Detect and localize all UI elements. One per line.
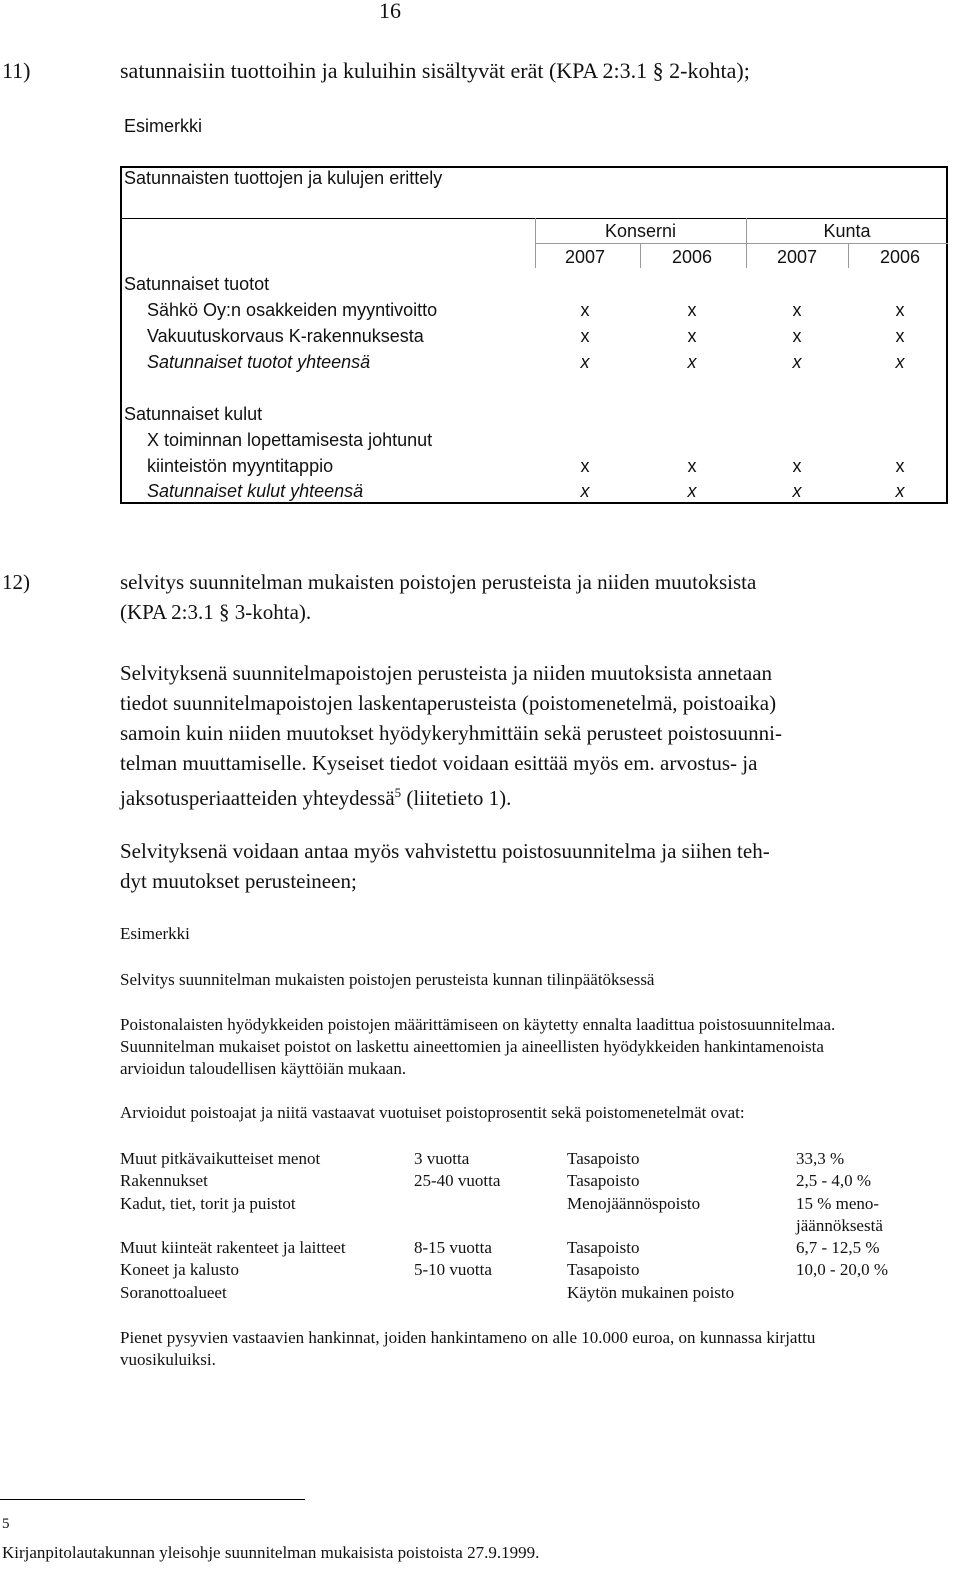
example-paragraph-3 bbox=[120, 1327, 815, 1371]
paragraph-text: (liitetieto 1). bbox=[401, 786, 512, 810]
row-label-line1: X toiminnan lopettamisesta johtunut bbox=[147, 430, 433, 450]
method-cell: Menojäännöspoisto bbox=[567, 1193, 701, 1213]
extraordinary-items-table bbox=[120, 166, 948, 504]
rate-cell: 33,3 % bbox=[796, 1149, 845, 1168]
row-label: kiinteistön myyntitappio bbox=[147, 456, 334, 476]
table-title-divider bbox=[122, 218, 946, 219]
cell-value: x bbox=[792, 352, 802, 372]
cell-value: x bbox=[687, 300, 697, 320]
paragraph-line: Selvityksenä suunnitelmapoistojen perusteista ja niiden muutoksista annetaan bbox=[120, 661, 773, 685]
cell-value: x bbox=[580, 456, 590, 476]
method-cell: Tasapoisto bbox=[567, 1171, 640, 1191]
section-11-title: satunnaisiin tuottoihin ja kuluihin sisältyvät erät (KPA 2:3.1 § 2-kohta); bbox=[120, 58, 750, 83]
paragraph-line: dyt muutokset perusteineen; bbox=[120, 869, 357, 893]
cell-value: x bbox=[895, 326, 905, 346]
paragraph-line: vuosikuluiksi. bbox=[120, 1350, 216, 1369]
cell-value: x bbox=[792, 326, 802, 346]
paragraph-line: Suunnitelman mukaiset poistot on laskettu aineettomien ja aineellisten hyödykkeiden hankintamenoista bbox=[120, 1037, 824, 1056]
section-12-title-line1: selvitys suunnitelman mukaisten poistojen perusteista ja niiden muutoksista bbox=[120, 570, 757, 594]
cell-value: x bbox=[580, 300, 590, 320]
cell-value: x bbox=[687, 352, 697, 372]
paragraph-line: Pienet pysyvien vastaavien hankinnat, joiden hankintameno on alle 10.000 euroa, on kunnassa kirjattu bbox=[120, 1328, 816, 1347]
income-heading: Satunnaiset tuotot bbox=[124, 274, 270, 294]
asset-cell: Kadut, tiet, torit ja puistot bbox=[120, 1193, 296, 1213]
asset-cell: Soranottoalueet bbox=[120, 1282, 227, 1302]
table-title: Satunnaisten tuottojen ja kulujen erittely bbox=[124, 168, 443, 188]
grid-line bbox=[535, 243, 948, 244]
footnote-ref: 5 bbox=[394, 785, 402, 800]
asset-cell: Rakennukset bbox=[120, 1171, 208, 1191]
time-cell: 5-10 vuotta bbox=[414, 1260, 492, 1280]
cell-value: x bbox=[687, 481, 697, 501]
example-title: Selvitys suunnitelman mukaisten poistojen perusteista kunnan tilinpäätöksessä bbox=[120, 970, 655, 989]
cell-value: x bbox=[895, 456, 905, 476]
grid-line bbox=[848, 244, 849, 268]
year-header: 2007 bbox=[564, 247, 606, 267]
example-label: Esimerkki bbox=[120, 924, 190, 943]
example-label: Esimerkki bbox=[124, 116, 203, 136]
footnote-divider bbox=[0, 1499, 305, 1500]
footnote-text: Kirjanpitolautakunnan yleisohje suunnitelman mukaisista poistoista 27.9.1999. bbox=[2, 1543, 540, 1562]
time-cell: 25-40 vuotta bbox=[414, 1171, 501, 1191]
asset-cell: Muut pitkävaikutteiset menot bbox=[120, 1149, 321, 1168]
paragraph-line: arvioidun taloudellisen käyttöiän mukaan. bbox=[120, 1059, 407, 1078]
rate-cell: 15 % meno- bbox=[796, 1193, 880, 1213]
income-total-label: Satunnaiset tuotot yhteensä bbox=[147, 352, 371, 372]
page-number: 16 bbox=[379, 0, 401, 23]
cell-value: x bbox=[687, 326, 697, 346]
section-12-title-line2: (KPA 2:3.1 § 3-kohta). bbox=[120, 600, 312, 624]
cell-value: x bbox=[895, 352, 905, 372]
year-header: 2006 bbox=[879, 247, 921, 267]
paragraph-line: tiedot suunnitelmapoistojen laskentaperusteista (poistomenetelmä, poistoaika) bbox=[120, 691, 777, 715]
cell-value: x bbox=[792, 481, 802, 501]
paragraph-line: Poistonalaisten hyödykkeiden poistojen määrittämiseen on käytetty ennalta laadittua poistosuunnitelmaa. bbox=[120, 1015, 836, 1034]
paragraph-line: samoin kuin niiden muutokset hyödykeryhmittäin sekä perusteet poistosuunni- bbox=[120, 721, 782, 745]
cell-value: x bbox=[580, 352, 590, 372]
example-paragraph-1 bbox=[120, 1014, 835, 1080]
time-cell: 3 vuotta bbox=[414, 1149, 470, 1168]
example-paragraph-2: Arvioidut poistoajat ja niitä vastaavat vuotuiset poistoprosentit sekä poistomenetelmät ovat: bbox=[120, 1103, 745, 1122]
paragraph-line bbox=[120, 778, 910, 813]
row-label: Sähkö Oy:n osakkeiden myyntivoitto bbox=[147, 300, 438, 320]
expense-total-label: Satunnaiset kulut yhteensä bbox=[147, 481, 364, 501]
cell-value: x bbox=[580, 481, 590, 501]
method-cell: Tasapoisto bbox=[567, 1238, 640, 1258]
rate-cell: 2,5 - 4,0 % bbox=[796, 1171, 872, 1191]
group-header-kunta: Kunta bbox=[823, 221, 871, 241]
asset-cell: Koneet ja kalusto bbox=[120, 1260, 239, 1280]
year-header: 2006 bbox=[671, 247, 713, 267]
expense-heading: Satunnaiset kulut bbox=[124, 404, 263, 424]
cell-value: x bbox=[580, 326, 590, 346]
year-header: 2007 bbox=[776, 247, 818, 267]
cell-value: x bbox=[895, 481, 905, 501]
grid-line bbox=[640, 244, 641, 268]
method-cell: Käytön mukainen poisto bbox=[567, 1282, 735, 1302]
method-cell: Tasapoisto bbox=[567, 1260, 640, 1280]
asset-cell: Muut kiinteät rakenteet ja laitteet bbox=[120, 1238, 346, 1258]
footnote-number: 5 bbox=[2, 1516, 10, 1532]
section-11-number: 11) bbox=[2, 58, 31, 83]
rate-cell: 10,0 - 20,0 % bbox=[796, 1260, 889, 1280]
rate-cell: jäännöksestä bbox=[796, 1215, 883, 1235]
cell-value: x bbox=[687, 456, 697, 476]
section-12-number: 12) bbox=[2, 570, 30, 594]
paragraph-line: telman muuttamiselle. Kyseiset tiedot voidaan esittää myös em. arvostus- ja bbox=[120, 751, 758, 775]
row-label: Vakuutuskorvaus K-rakennuksesta bbox=[147, 326, 424, 346]
paragraph-text: jaksotusperiaatteiden yhteydessä bbox=[120, 786, 395, 810]
paragraph-line: Selvityksenä voidaan antaa myös vahvistettu poistosuunnitelma ja siihen teh- bbox=[120, 839, 770, 863]
cell-value: x bbox=[792, 456, 802, 476]
rate-cell: 6,7 - 12,5 % bbox=[796, 1238, 880, 1258]
method-cell: Tasapoisto bbox=[567, 1149, 640, 1168]
time-cell: 8-15 vuotta bbox=[414, 1238, 492, 1258]
cell-value: x bbox=[895, 300, 905, 320]
group-header-konserni: Konserni bbox=[604, 221, 677, 241]
paragraph-1 bbox=[120, 658, 910, 813]
cell-value: x bbox=[792, 300, 802, 320]
paragraph-2 bbox=[120, 836, 910, 896]
